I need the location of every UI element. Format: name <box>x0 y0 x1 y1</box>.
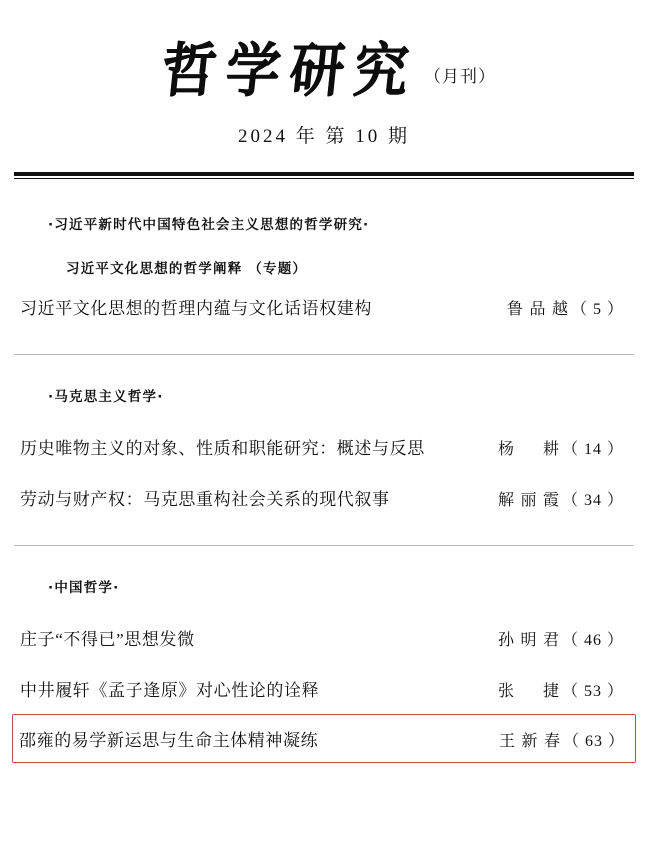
toc-entry-meta <box>498 627 628 650</box>
toc-entry-page: （ 46 ） <box>561 631 624 649</box>
journal-title: 哲学研究 <box>158 35 422 105</box>
toc-entry-title: 劳动与财产权：马克思重构社会关系的现代叙事 <box>20 489 390 509</box>
toc-entry-meta <box>498 487 628 510</box>
spacer <box>14 523 634 545</box>
toc-section <box>14 546 634 763</box>
toc-entry-page: （ 14 ） <box>561 440 624 458</box>
toc-entry[interactable] <box>14 472 634 523</box>
masthead <box>14 0 634 148</box>
toc-entry-page: （ 34 ） <box>561 491 624 509</box>
toc-entry[interactable] <box>14 663 634 714</box>
toc-entry-page: （ 53 ） <box>561 682 624 700</box>
toc-entry-meta <box>498 436 628 459</box>
spacer <box>14 332 634 354</box>
issue-line: 2024 年 第 10 期 <box>237 125 410 147</box>
journal-title-row <box>14 35 634 105</box>
journal-periodicity: （月刊） <box>424 66 496 86</box>
toc-entry-highlighted[interactable] <box>12 714 636 763</box>
toc-section <box>14 183 634 332</box>
toc-entry[interactable] <box>14 612 634 663</box>
toc-entry-title: 历史唯物主义的对象、性质和职能研究：概述与反思 <box>20 438 425 458</box>
spacer <box>14 602 634 612</box>
toc-entry-meta <box>498 678 628 701</box>
section-heading: ·马克思主义哲学· <box>48 388 164 405</box>
toc-entry-author: 解丽霞 <box>497 491 560 509</box>
toc-entry[interactable] <box>14 281 634 332</box>
toc-entry-title: 邵雍的易学新运思与生命主体精神凝练 <box>19 730 319 750</box>
toc-entry-author: 孙明君 <box>497 631 560 649</box>
toc-entry-meta <box>499 728 629 751</box>
toc-entry[interactable] <box>14 421 634 472</box>
toc-entry-page: （ 5 ） <box>570 300 624 318</box>
toc-entry-author: 张 捷 <box>497 682 560 700</box>
section-heading: ·中国哲学· <box>48 579 120 596</box>
section-subheading: 习近平文化思想的哲学阐释 （专题） <box>66 260 308 277</box>
table-of-contents <box>14 179 634 763</box>
masthead-rule-thick <box>14 172 634 176</box>
toc-entry-author: 鲁品越 <box>506 300 569 318</box>
toc-entry-page: （ 63 ） <box>562 732 625 750</box>
section-heading: ·习近平新时代中国特色社会主义思想的哲学研究· <box>48 216 370 233</box>
toc-entry-title: 习近平文化思想的哲理内蕴与文化话语权建构 <box>20 298 372 318</box>
spacer <box>14 411 634 421</box>
toc-entry-title: 中井履轩《孟子逢原》对心性论的诠释 <box>20 680 320 700</box>
toc-entry-author: 王新春 <box>498 732 561 750</box>
toc-entry-author: 杨 耕 <box>497 440 560 458</box>
toc-entry-title: 庄子“不得已”思想发微 <box>20 629 195 649</box>
toc-entry-meta <box>507 296 628 319</box>
toc-section <box>14 355 634 523</box>
